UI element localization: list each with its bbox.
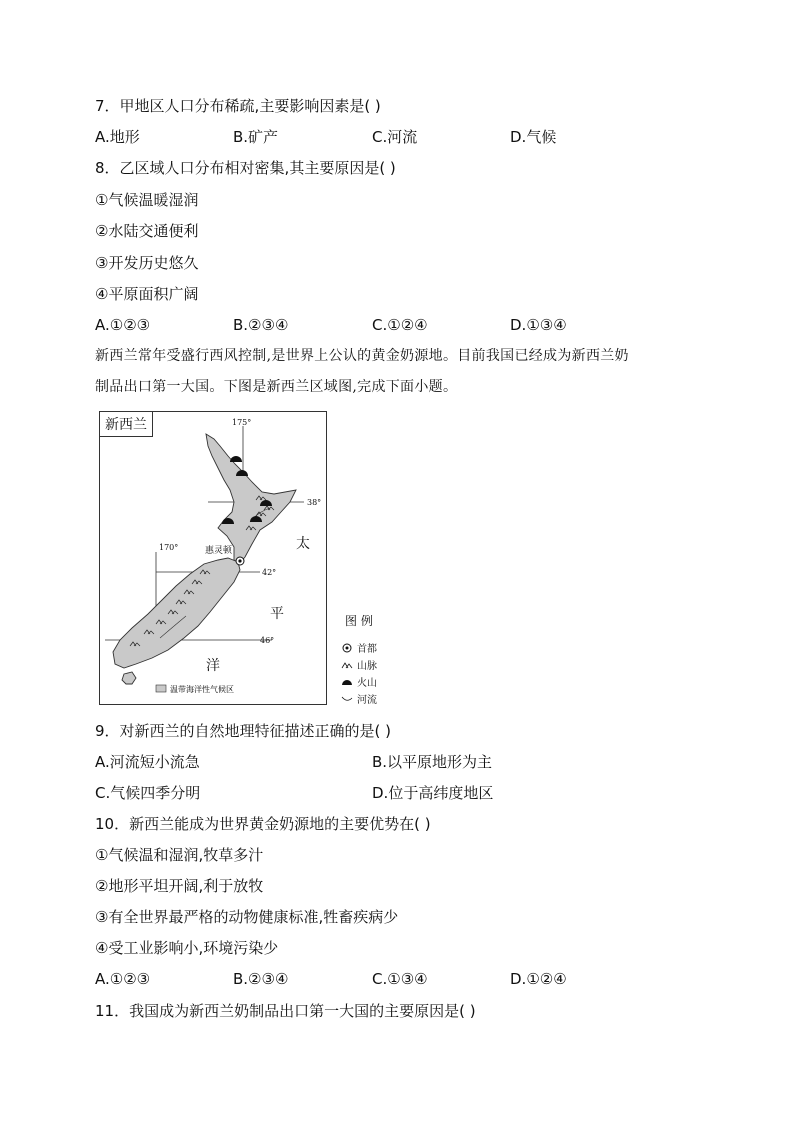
- north-island: [206, 434, 296, 564]
- q9-option-d: D.位于高纬度地区: [372, 784, 494, 802]
- capital-icon: [337, 643, 357, 653]
- q10-option-a: A.①②③: [95, 970, 151, 988]
- lat-label-46: 46°: [260, 636, 275, 645]
- stewart-island: [122, 672, 136, 684]
- legend-river-label: 河流: [357, 695, 377, 706]
- ocean-label-3: 洋: [206, 658, 220, 674]
- q8-option-b: B.②③④: [233, 316, 289, 334]
- legend-row-mountain: [337, 656, 417, 673]
- q8-item-2: ②水陆交通便利: [95, 222, 199, 240]
- river-icon: [337, 695, 357, 703]
- lat-label-38: 38°: [307, 498, 322, 507]
- q10-item-3: ③有全世界最严格的动物健康标准,牲畜疾病少: [95, 908, 399, 926]
- legend-title: 图 例: [345, 614, 373, 628]
- capital-label: 惠灵顿: [205, 546, 233, 556]
- lat-label-42: 42°: [262, 568, 277, 577]
- q10-option-b: B.②③④: [233, 970, 289, 988]
- q10-option-c: C.①③④: [372, 970, 428, 988]
- legend-row-volcano: [337, 673, 417, 690]
- q9-option-a: A.河流短小流急: [95, 753, 200, 771]
- capital-marker: [236, 557, 244, 565]
- intro-line-2: 制品出口第一大国。下图是新西兰区域图,完成下面小题。: [95, 379, 458, 395]
- q8-item-3: ③开发历史悠久: [95, 254, 199, 272]
- q8-item-4: ④平原面积广阔: [95, 285, 199, 303]
- q8-option-d: D.①③④: [510, 316, 567, 334]
- q10-stem: 10．新西兰能成为世界黄金奶源地的主要优势在( ): [95, 815, 431, 833]
- lon-label-175: 175°: [232, 418, 252, 427]
- volcano-icon: [337, 678, 357, 686]
- q7-stem: 7．甲地区人口分布稀疏,主要影响因素是( ): [95, 97, 381, 115]
- intro-line-1: 新西兰常年受盛行西风控制,是世界上公认的黄金奶源地。目前我国已经成为新西兰奶: [95, 348, 629, 364]
- lon-label-170: 170°: [159, 543, 179, 552]
- legend-capital-label: 首都: [357, 644, 377, 655]
- q11-stem: 11．我国成为新西兰奶制品出口第一大国的主要原因是( ): [95, 1002, 476, 1020]
- q10-item-1: ①气候温和湿润,牧草多汁: [95, 846, 264, 864]
- climate-legend-label: 温带海洋性气候区: [170, 685, 234, 694]
- q8-item-1: ①气候温暖湿润: [95, 191, 199, 209]
- q9-option-c: C.气候四季分明: [95, 784, 201, 802]
- q10-item-2: ②地形平坦开阔,利于放牧: [95, 877, 264, 895]
- climate-swatch: [156, 685, 166, 692]
- legend-volcano-label: 火山: [357, 678, 377, 689]
- ocean-label-1: 太: [296, 536, 310, 552]
- south-island: [113, 558, 240, 668]
- q7-option-d: D.气候: [510, 128, 557, 146]
- q10-option-d: D.①②④: [510, 970, 567, 988]
- legend-row-capital: [337, 639, 417, 656]
- q9-stem: 9．对新西兰的自然地理特征描述正确的是( ): [95, 722, 392, 740]
- q7-option-a: A.地形: [95, 128, 140, 146]
- legend-row-river: [337, 690, 417, 707]
- map-canvas: [100, 412, 326, 704]
- new-zealand-map: [99, 411, 327, 705]
- ocean-label-2: 平: [270, 606, 284, 622]
- q8-option-c: C.①②④: [372, 316, 428, 334]
- q9-option-b: B.以平原地形为主: [372, 753, 493, 771]
- q8-stem: 8．乙区域人口分布相对密集,其主要原因是( ): [95, 159, 396, 177]
- q7-option-c: C.河流: [372, 128, 418, 146]
- volcano-icon: [230, 456, 242, 462]
- legend-mountain-label: 山脉: [357, 661, 377, 672]
- mountain-icon: [337, 661, 357, 669]
- q10-item-4: ④受工业影响小,环境污染少: [95, 939, 279, 957]
- map-title: 新西兰: [100, 412, 153, 437]
- q7-option-b: B.矿产: [233, 128, 279, 146]
- q8-option-a: A.①②③: [95, 316, 151, 334]
- map-legend: [337, 612, 417, 707]
